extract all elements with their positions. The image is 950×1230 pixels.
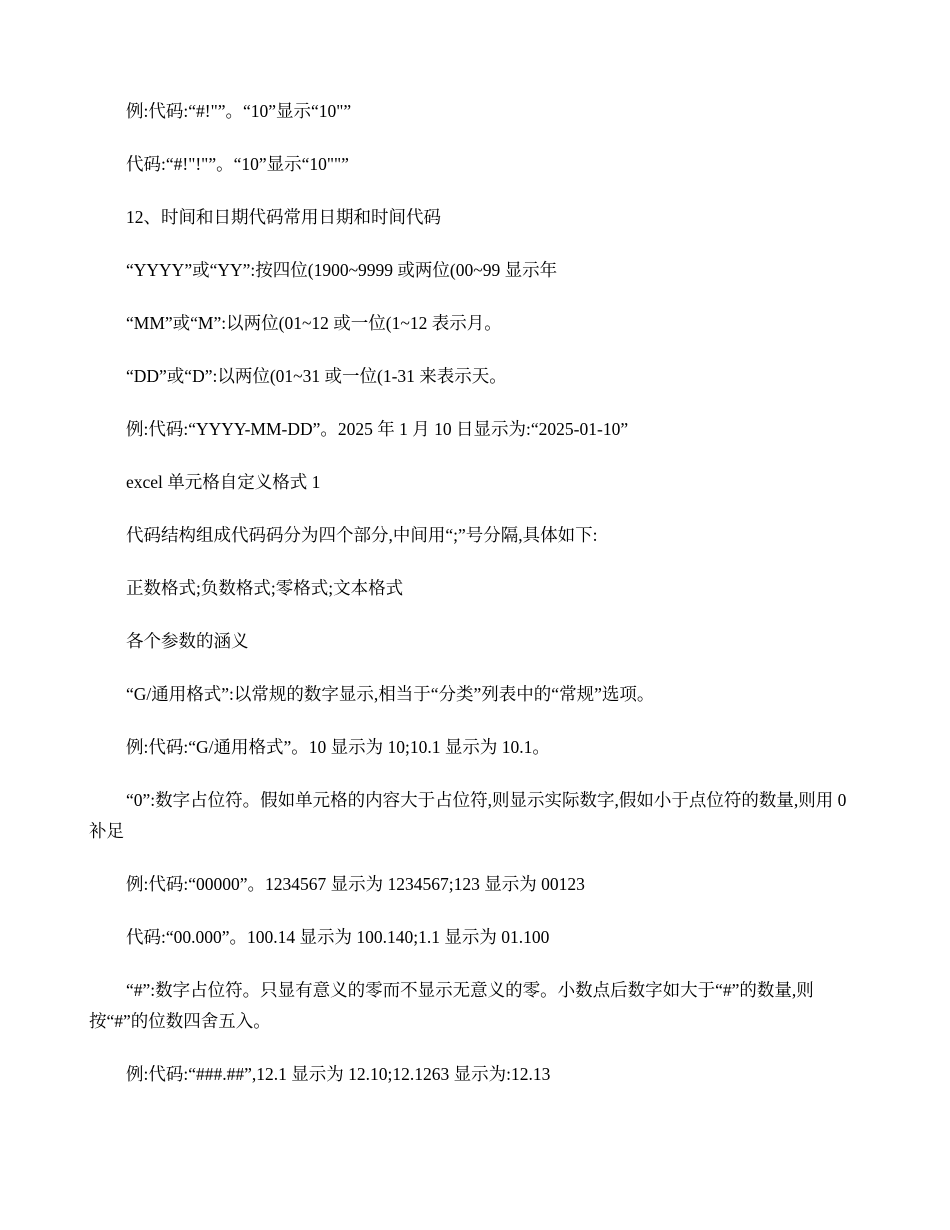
paragraph-14: “0”:数字占位符。假如单元格的内容大于占位符,则显示实际数字,假如小于点位符的数量,则用 0 补足 [89,790,847,841]
paragraph-2: 代码:“#!"!"”。“10”显示“10""” [126,154,349,174]
paragraph-12: “G/通用格式”:以常规的数字显示,相当于“分类”列表中的“常规”选项。 [126,684,655,704]
paragraph-17: “#”:数字占位符。只显有意义的零而不显示无意义的零。小数点后数字如大于“#”的数量,则按“#”的位数四舍五入。 [89,980,814,1031]
paragraph-5: “MM”或“M”:以两位(01~12 或一位(1~12 表示月。 [126,313,502,333]
paragraph-9: 代码结构组成代码码分为四个部分,中间用“;”号分隔,具体如下: [126,525,598,545]
document-body [89,96,863,1112]
paragraph-11: 各个参数的涵义 [126,631,249,651]
paragraph-13: 例:代码:“G/通用格式”。10 显示为 10;10.1 显示为 10.1。 [126,737,550,757]
paragraph-15: 例:代码:“00000”。1234567 显示为 1234567;123 显示为 00123 [126,874,585,894]
paragraph-3: 12、时间和日期代码常用日期和时间代码 [126,207,441,227]
paragraph-8: excel 单元格自定义格式 1 [126,472,321,492]
paragraph-10: 正数格式;负数格式;零格式;文本格式 [126,578,404,598]
paragraph-16: 代码:“00.000”。100.14 显示为 100.140;1.1 显示为 01.100 [126,927,550,947]
paragraph-7: 例:代码:“YYYY-MM-DD”。2025 年 1 月 10 日显示为:“2025-01-10” [126,419,629,439]
paragraph-4: “YYYY”或“YY”:按四位(1900~9999 或两位(00~99 显示年 [126,260,558,280]
paragraph-18: 例:代码:“###.##”,12.1 显示为 12.10;12.1263 显示为:12.13 [126,1064,551,1084]
paragraph-1: 例:代码:“#!"”。“10”显示“10"” [126,101,352,121]
paragraph-6: “DD”或“D”:以两位(01~31 或一位(1-31 来表示天。 [126,366,507,386]
